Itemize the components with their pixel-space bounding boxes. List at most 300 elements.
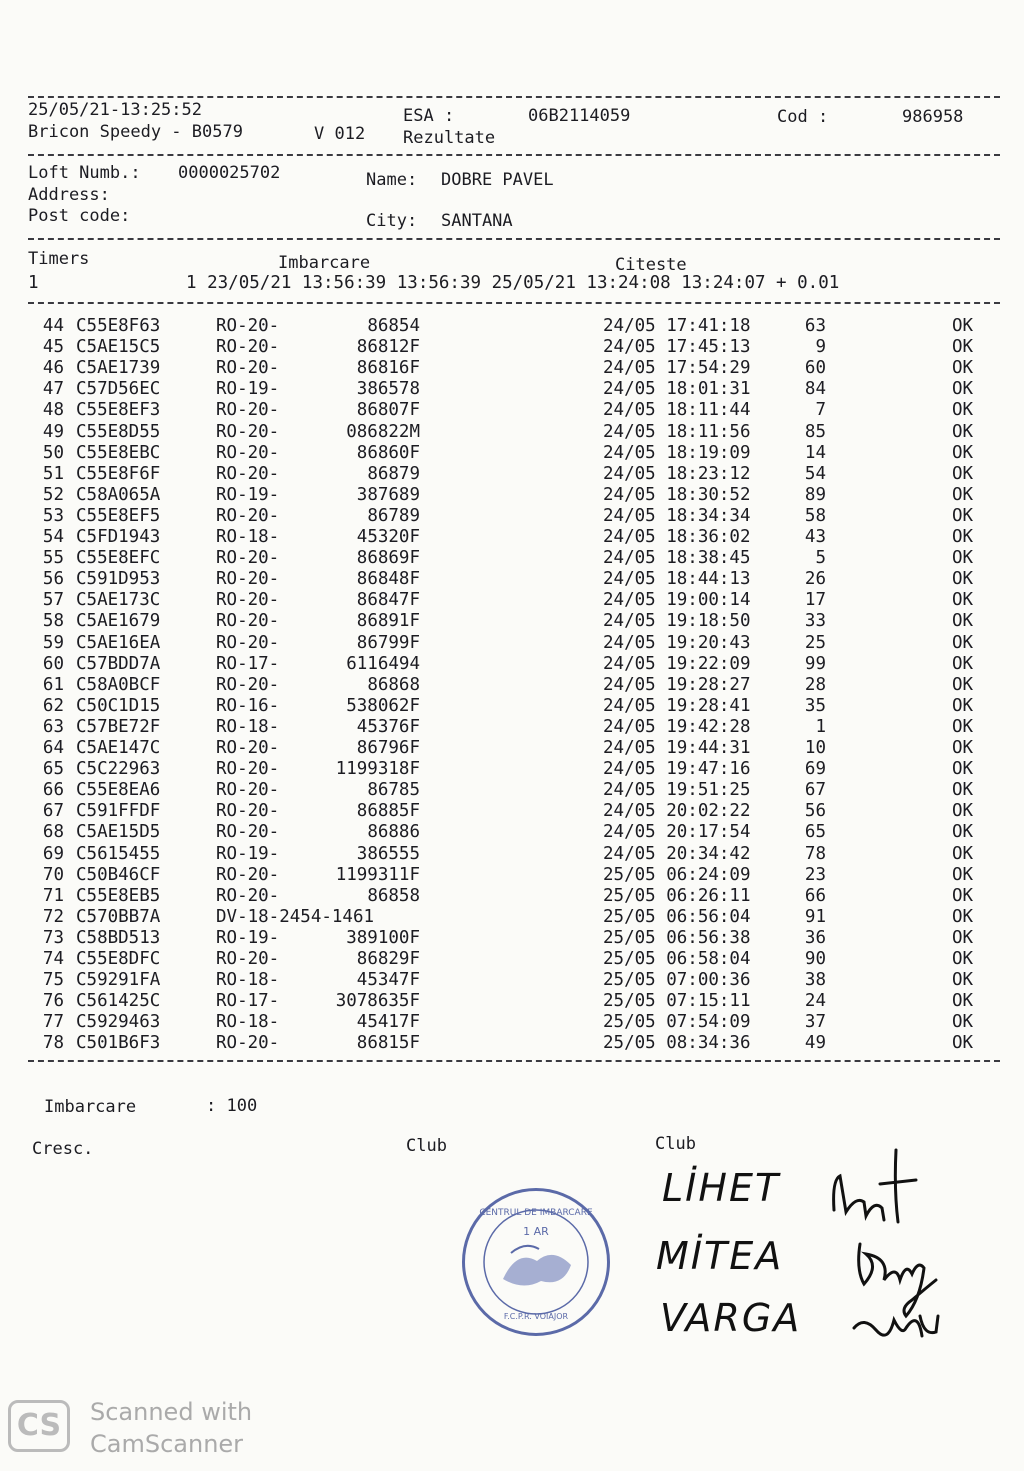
table-row — [38, 949, 988, 970]
cell-place: 66 — [804, 885, 826, 906]
table-row — [38, 907, 988, 928]
cell-ring: RO-20- — [216, 505, 280, 526]
cell-status: OK — [952, 695, 974, 716]
cell-ring: RO-18- — [216, 716, 280, 737]
cell-num: 86860F — [356, 442, 420, 463]
table-row — [38, 928, 988, 949]
table-row — [38, 822, 988, 843]
imbarcare-total-label: Imbarcare — [44, 1097, 137, 1117]
cell-num: 3078635F — [335, 991, 420, 1012]
esa-label: ESA : — [403, 106, 455, 126]
cell-date: 24/05 18:19:09 — [603, 442, 751, 463]
cell-date: 25/05 06:56:38 — [603, 927, 751, 948]
table-row — [38, 780, 988, 801]
cell-date: 24/05 19:28:41 — [603, 695, 751, 716]
cell-date: 25/05 07:15:11 — [603, 991, 751, 1012]
table-row — [38, 422, 988, 443]
table-row — [38, 569, 988, 590]
cell-chip: C5615455 — [76, 843, 161, 864]
cell-status: OK — [952, 632, 974, 653]
cell-status: OK — [952, 1033, 974, 1054]
cresc-label: Cresc. — [32, 1139, 94, 1159]
cell-chip: C5AE147C — [76, 738, 161, 758]
cell-status: OK — [952, 674, 974, 695]
camscanner-logo-icon: CS — [8, 1400, 70, 1452]
table-row — [38, 443, 988, 464]
cell-place: 14 — [804, 442, 826, 463]
cell-idx: 64 — [42, 738, 64, 758]
cell-idx: 61 — [42, 674, 64, 695]
cell-status: OK — [952, 463, 974, 484]
table-row — [38, 801, 988, 822]
cell-ring: RO-17- — [216, 653, 280, 674]
scanner-line-2: CamScanner — [90, 1430, 244, 1458]
cell-place: 56 — [804, 801, 826, 822]
cell-idx: 49 — [42, 421, 64, 442]
cell-chip: C5AE15D5 — [76, 822, 161, 843]
cell-status: OK — [952, 970, 974, 991]
table-row — [38, 865, 988, 886]
cell-date: 25/05 06:24:09 — [603, 864, 751, 885]
cell-place: 7 — [815, 400, 826, 421]
cell-ring: RO-16- — [216, 695, 280, 716]
cell-ring: RO-18- — [216, 527, 280, 547]
cell-place: 35 — [804, 695, 826, 716]
cell-date: 24/05 18:34:34 — [603, 505, 751, 526]
cell-chip: C55E8EB5 — [76, 885, 161, 906]
cell-chip: C5AE16EA — [76, 632, 161, 653]
table-row — [38, 611, 988, 632]
cell-ring: RO-20- — [216, 611, 280, 632]
cell-date: 24/05 20:02:22 — [603, 801, 751, 822]
cell-chip: C58A0BCF — [76, 674, 161, 695]
table-row — [38, 1012, 988, 1033]
cell-date: 24/05 18:38:45 — [603, 548, 751, 569]
table-row — [38, 675, 988, 696]
cell-idx: 54 — [42, 527, 64, 547]
cell-chip: C591D953 — [76, 569, 161, 590]
cell-date: 24/05 18:11:56 — [603, 421, 751, 442]
cell-idx: 53 — [42, 505, 64, 526]
cell-ring: RO-20- — [216, 1033, 280, 1054]
cell-idx: 72 — [42, 906, 64, 927]
table-row — [38, 844, 988, 865]
cell-idx: 63 — [42, 716, 64, 737]
cell-num: 86848F — [356, 569, 420, 590]
cell-status: OK — [952, 991, 974, 1012]
cell-num: 45347F — [356, 970, 420, 991]
cell-date: 25/05 07:54:09 — [603, 1012, 751, 1033]
cell-idx: 56 — [42, 569, 64, 590]
cell-idx: 52 — [42, 484, 64, 505]
cell-status: OK — [952, 590, 974, 611]
cell-status: OK — [952, 780, 974, 801]
cell-place: 63 — [804, 316, 826, 336]
cell-idx: 78 — [42, 1033, 64, 1054]
table-row — [38, 738, 988, 759]
cell-status: OK — [952, 801, 974, 822]
cell-date: 25/05 06:56:04 — [603, 906, 751, 927]
table-row — [38, 970, 988, 991]
cell-ring: RO-19- — [216, 484, 280, 505]
cell-idx: 71 — [42, 885, 64, 906]
cell-chip: C55E8EFC — [76, 548, 161, 569]
cell-date: 24/05 18:30:52 — [603, 484, 751, 505]
cell-date: 24/05 19:28:27 — [603, 674, 751, 695]
cell-date: 24/05 19:00:14 — [603, 590, 751, 611]
cell-num: 6116494 — [346, 653, 420, 674]
separator-timers — [28, 302, 1000, 304]
timers-line: 1 1 23/05/21 13:56:39 13:56:39 25/05/21 13:24:08 13:24:07 + 0.01 — [28, 273, 840, 293]
cell-place: 24 — [804, 991, 826, 1012]
cell-place: 26 — [804, 569, 826, 590]
cell-idx: 45 — [42, 337, 64, 358]
cell-status: OK — [952, 949, 974, 969]
esa-value: 06B2114059 — [528, 106, 631, 126]
program-name: Bricon Speedy - B0579 — [28, 122, 243, 142]
cell-date: 24/05 18:44:13 — [603, 569, 751, 590]
cell-chip: C59291FA — [76, 970, 161, 991]
cell-chip: C57BE72F — [76, 716, 161, 737]
cell-place: 67 — [804, 780, 826, 801]
table-row — [38, 358, 988, 379]
cell-num: 86816F — [356, 358, 420, 379]
cell-num: 86812F — [356, 337, 420, 358]
cell-ring: RO-20- — [216, 822, 280, 843]
cell-place: 49 — [804, 1033, 826, 1054]
cell-status: OK — [952, 759, 974, 780]
cell-status: OK — [952, 611, 974, 632]
cell-date: 24/05 19:22:09 — [603, 653, 751, 674]
cell-num: 386555 — [356, 843, 420, 864]
cod-label: Cod : — [777, 107, 829, 127]
cell-chip: C55E8DFC — [76, 949, 161, 969]
table-row — [38, 337, 988, 358]
cell-ring: RO-20- — [216, 780, 280, 801]
cell-ring: RO-20- — [216, 632, 280, 653]
cell-chip: C57D56EC — [76, 379, 161, 400]
cell-ring: RO-20- — [216, 442, 280, 463]
imbarcare-total-value: : 100 — [206, 1096, 258, 1116]
cell-idx: 69 — [42, 843, 64, 864]
cell-status: OK — [952, 927, 974, 948]
cell-ring: RO-19- — [216, 927, 280, 948]
cell-num: 86829F — [356, 949, 420, 969]
cell-idx: 51 — [42, 463, 64, 484]
cell-status: OK — [952, 379, 974, 400]
cell-date: 25/05 06:58:04 — [603, 949, 751, 969]
cell-num: 86885F — [356, 801, 420, 822]
cell-idx: 60 — [42, 653, 64, 674]
cell-idx: 62 — [42, 695, 64, 716]
cell-place: 10 — [804, 738, 826, 758]
cell-date: 24/05 17:45:13 — [603, 337, 751, 358]
cell-ring: RO-20- — [216, 885, 280, 906]
cell-place: 5 — [815, 548, 826, 569]
timers-label: Timers — [28, 249, 90, 269]
cell-date: 24/05 19:44:31 — [603, 738, 751, 758]
cell-ring: RO-20- — [216, 358, 280, 379]
cell-place: 85 — [804, 421, 826, 442]
cell-chip: C5AE15C5 — [76, 337, 161, 358]
cell-place: 33 — [804, 611, 826, 632]
city-value: SANTANA — [441, 211, 513, 231]
cell-place: 54 — [804, 463, 826, 484]
cell-idx: 50 — [42, 442, 64, 463]
cell-ring: RO-20- — [216, 864, 280, 885]
cell-idx: 76 — [42, 991, 64, 1012]
cell-status: OK — [952, 906, 974, 927]
signature-marks-icon — [820, 1140, 960, 1360]
cell-status: OK — [952, 716, 974, 737]
cell-ring: RO-17- — [216, 991, 280, 1012]
table-row — [38, 464, 988, 485]
postcode-label: Post code: — [28, 206, 131, 226]
cell-status: OK — [952, 421, 974, 442]
cell-date: 24/05 19:47:16 — [603, 759, 751, 780]
cell-status: OK — [952, 822, 974, 843]
cell-num: 538062F — [346, 695, 420, 716]
cell-status: OK — [952, 358, 974, 379]
table-row — [38, 991, 988, 1012]
cell-chip: C5AE1679 — [76, 611, 161, 632]
cell-chip: C5FD1943 — [76, 527, 161, 547]
loft-value: 0000025702 — [178, 163, 281, 183]
table-row — [38, 485, 988, 506]
cell-status: OK — [952, 885, 974, 906]
cell-ring: RO-18- — [216, 970, 280, 991]
cell-idx: 46 — [42, 358, 64, 379]
cell-idx: 75 — [42, 970, 64, 991]
cell-place: 23 — [804, 864, 826, 885]
cell-place: 38 — [804, 970, 826, 991]
cell-idx: 48 — [42, 400, 64, 421]
cell-idx: 57 — [42, 590, 64, 611]
cell-date: 24/05 19:51:25 — [603, 780, 751, 801]
table-row — [38, 717, 988, 738]
cell-place: 37 — [804, 1012, 826, 1033]
cell-chip: C570BB7A — [76, 906, 161, 927]
cell-num: 86879 — [367, 463, 420, 484]
cell-status: OK — [952, 484, 974, 505]
table-row — [38, 379, 988, 400]
cell-status: OK — [952, 738, 974, 758]
cell-num: 86868 — [367, 674, 420, 695]
cell-idx: 58 — [42, 611, 64, 632]
cell-date: 24/05 20:17:54 — [603, 822, 751, 843]
cell-status: OK — [952, 864, 974, 885]
cell-ring: DV-18-2454-1461 — [216, 906, 375, 927]
svg-text:F.C.P.R. VOIAJOR: F.C.P.R. VOIAJOR — [503, 1312, 569, 1321]
table-row — [38, 759, 988, 780]
cell-place: 43 — [804, 527, 826, 547]
cell-status: OK — [952, 548, 974, 569]
cell-date: 25/05 06:26:11 — [603, 885, 751, 906]
cell-status: OK — [952, 1012, 974, 1033]
cell-place: 99 — [804, 653, 826, 674]
cell-place: 25 — [804, 632, 826, 653]
cell-date: 24/05 19:18:50 — [603, 611, 751, 632]
cell-idx: 44 — [42, 316, 64, 336]
signature-name-1: LİHET — [662, 1166, 781, 1210]
cell-chip: C5929463 — [76, 1012, 161, 1033]
cell-num: 45417F — [356, 1012, 420, 1033]
club-label-1: Club — [406, 1136, 447, 1156]
cell-chip: C55E8D55 — [76, 421, 161, 442]
cell-num: 1199311F — [335, 864, 420, 885]
cell-idx: 65 — [42, 759, 64, 780]
cell-status: OK — [952, 316, 974, 336]
cell-ring: RO-20- — [216, 674, 280, 695]
cell-date: 25/05 07:00:36 — [603, 970, 751, 991]
cell-chip: C55E8F63 — [76, 316, 161, 336]
cell-chip: C55E8EF3 — [76, 400, 161, 421]
cell-date: 24/05 18:11:44 — [603, 400, 751, 421]
cell-status: OK — [952, 569, 974, 590]
cell-idx: 70 — [42, 864, 64, 885]
cell-place: 90 — [804, 949, 826, 969]
cell-idx: 68 — [42, 822, 64, 843]
cell-status: OK — [952, 337, 974, 358]
cell-num: 45320F — [356, 527, 420, 547]
cell-place: 17 — [804, 590, 826, 611]
cell-num: 86796F — [356, 738, 420, 758]
cell-chip: C55E8EF5 — [76, 505, 161, 526]
cell-place: 91 — [804, 906, 826, 927]
svg-text:1 AR: 1 AR — [523, 1225, 549, 1238]
cell-place: 69 — [804, 759, 826, 780]
cell-ring: RO-20- — [216, 400, 280, 421]
cell-place: 9 — [815, 337, 826, 358]
cell-chip: C501B6F3 — [76, 1033, 161, 1054]
table-row — [38, 590, 988, 611]
cell-date: 24/05 20:34:42 — [603, 843, 751, 864]
cell-num: 45376F — [356, 716, 420, 737]
table-row — [38, 1033, 988, 1054]
cell-chip: C591FFDF — [76, 801, 161, 822]
cell-place: 60 — [804, 358, 826, 379]
separator-header — [28, 154, 1000, 156]
cell-ring: RO-20- — [216, 337, 280, 358]
cell-chip: C5C22963 — [76, 759, 161, 780]
table-row — [38, 633, 988, 654]
signature-name-3: VARGA — [660, 1296, 802, 1340]
cell-num: 86891F — [356, 611, 420, 632]
cell-idx: 67 — [42, 801, 64, 822]
club-stamp — [462, 1188, 610, 1336]
imbarcare-label: Imbarcare — [278, 253, 371, 273]
cell-date: 24/05 19:20:43 — [603, 632, 751, 653]
cell-ring: RO-20- — [216, 759, 280, 780]
cell-chip: C58A065A — [76, 484, 161, 505]
cell-num: 86847F — [356, 590, 420, 611]
report-title: Rezultate — [403, 128, 496, 148]
print-datetime: 25/05/21-13:25:52 — [28, 100, 202, 120]
cell-place: 84 — [804, 379, 826, 400]
cell-num: 86789 — [367, 505, 420, 526]
svg-text:CENTRUL DE IMBARCARE: CENTRUL DE IMBARCARE — [479, 1208, 593, 1218]
cell-idx: 73 — [42, 927, 64, 948]
cell-chip: C561425C — [76, 991, 161, 1012]
cell-num: 389100F — [346, 927, 420, 948]
cell-date: 24/05 18:01:31 — [603, 379, 751, 400]
table-row — [38, 696, 988, 717]
scanner-line-1: Scanned with — [90, 1398, 253, 1426]
cell-ring: RO-20- — [216, 463, 280, 484]
cell-place: 28 — [804, 674, 826, 695]
cell-ring: RO-19- — [216, 843, 280, 864]
table-row — [38, 316, 988, 337]
cell-chip: C50C1D15 — [76, 695, 161, 716]
separator-results — [28, 1060, 1000, 1062]
cell-idx: 59 — [42, 632, 64, 653]
program-version: V 012 — [314, 124, 366, 144]
cell-place: 89 — [804, 484, 826, 505]
cell-place: 36 — [804, 927, 826, 948]
cell-num: 86858 — [367, 885, 420, 906]
cell-ring: RO-19- — [216, 379, 280, 400]
cell-chip: C55E8EBC — [76, 442, 161, 463]
cell-status: OK — [952, 843, 974, 864]
cell-place: 78 — [804, 843, 826, 864]
table-row — [38, 886, 988, 907]
cell-idx: 66 — [42, 780, 64, 801]
table-row — [38, 527, 988, 548]
cell-chip: C5AE173C — [76, 590, 161, 611]
cell-idx: 55 — [42, 548, 64, 569]
cell-ring: RO-20- — [216, 738, 280, 758]
cell-chip: C55E8F6F — [76, 463, 161, 484]
table-row — [38, 654, 988, 675]
cell-ring: RO-20- — [216, 590, 280, 611]
cod-value: 986958 — [902, 107, 964, 127]
cell-num: 86799F — [356, 632, 420, 653]
cell-ring: RO-20- — [216, 949, 280, 969]
cell-num: 386578 — [356, 379, 420, 400]
citeste-label: Citeste — [615, 255, 687, 275]
cell-idx: 47 — [42, 379, 64, 400]
cell-chip: C5AE1739 — [76, 358, 161, 379]
cell-status: OK — [952, 400, 974, 421]
cell-date: 24/05 19:42:28 — [603, 716, 751, 737]
signature-name-2: MİTEA — [656, 1234, 784, 1278]
cell-chip: C57BDD7A — [76, 653, 161, 674]
cell-place: 1 — [815, 716, 826, 737]
cell-num: 86785 — [367, 780, 420, 801]
cell-num: 086822M — [346, 421, 420, 442]
cell-num: 86869F — [356, 548, 420, 569]
cell-date: 24/05 18:36:02 — [603, 527, 751, 547]
cell-ring: RO-20- — [216, 569, 280, 590]
cell-chip: C55E8EA6 — [76, 780, 161, 801]
cell-idx: 77 — [42, 1012, 64, 1033]
cell-num: 1199318F — [335, 759, 420, 780]
cell-ring: RO-20- — [216, 548, 280, 569]
cell-num: 86854 — [367, 316, 420, 336]
club-label-2: Club — [655, 1134, 696, 1154]
cell-status: OK — [952, 653, 974, 674]
cell-place: 65 — [804, 822, 826, 843]
address-label: Address: — [28, 185, 110, 205]
cell-num: 86807F — [356, 400, 420, 421]
separator-fancier — [28, 238, 1000, 240]
cell-idx: 74 — [42, 949, 64, 969]
separator-top — [28, 96, 1000, 98]
cell-status: OK — [952, 442, 974, 463]
cell-date: 24/05 17:54:29 — [603, 358, 751, 379]
cell-date: 24/05 18:23:12 — [603, 463, 751, 484]
stamp-seal-icon — [465, 1191, 607, 1333]
